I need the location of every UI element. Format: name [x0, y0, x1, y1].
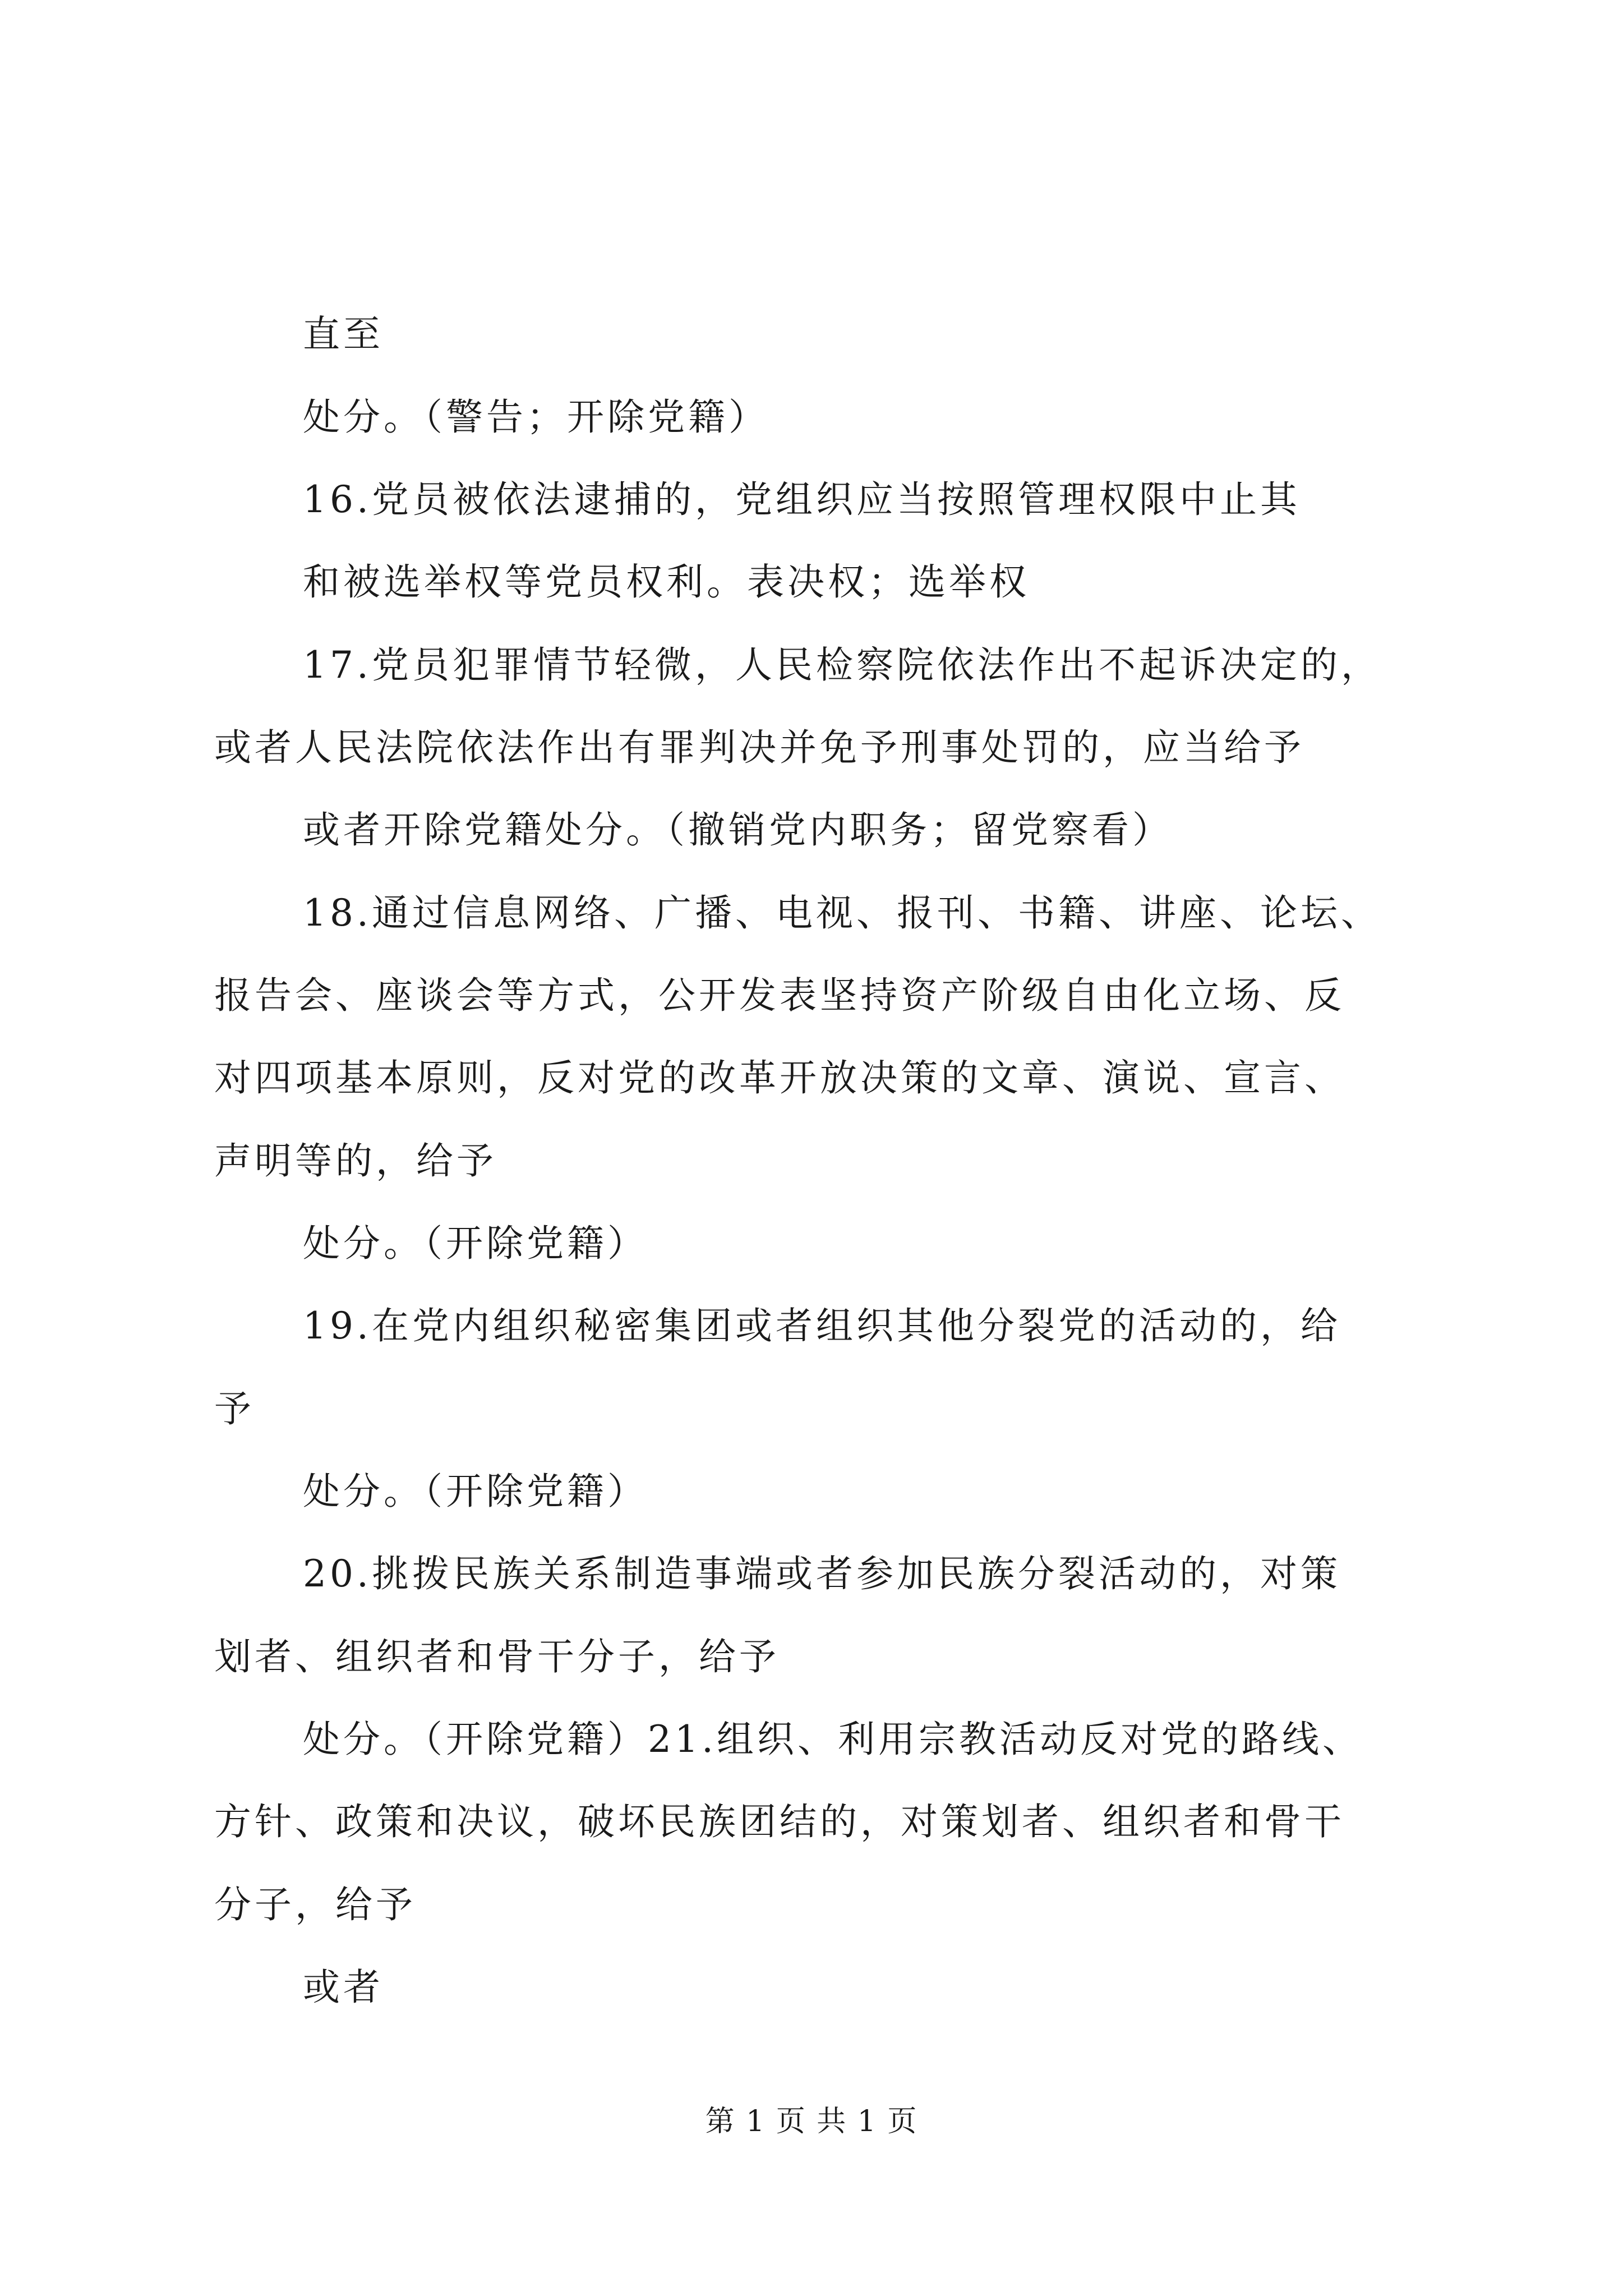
text-line-7: 或者开除党籍处分。（撤销党内职务；留党察看）: [303, 808, 1173, 852]
text-line-15: 处分。（开除党籍）: [303, 1470, 648, 1513]
text-line-20: 分子，给予: [214, 1883, 416, 1926]
text-line-19: 方针、政策和决议，破坏民族团结的，对策划者、组织者和骨干: [214, 1800, 1345, 1843]
text-line-14: 予: [214, 1387, 255, 1430]
text-line-11: 声明等的，给予: [214, 1139, 497, 1182]
text-line-2: 处分。（警告；开除党籍）: [303, 395, 769, 439]
text-line-13: 19.在党内组织秘密集团或者组织其他分裂党的活动的，给: [303, 1304, 1341, 1347]
text-line-18: 处分。（开除党籍）21.组织、利用宗教活动反对党的路线、: [303, 1718, 1363, 1761]
text-line-9: 报告会、座谈会等方式，公开发表坚持资产阶级自由化立场、反: [214, 974, 1345, 1017]
text-line-8: 18.通过信息网络、广播、电视、报刊、书籍、讲座、论坛、: [303, 891, 1381, 935]
text-line-10: 对四项基本原则，反对党的改革开放决策的文章、演说、宣言、: [214, 1056, 1345, 1099]
text-line-4: 和被选举权等党员权利。表决权；选举权: [303, 560, 1030, 604]
text-line-1: 直至: [303, 312, 384, 356]
text-line-17: 划者、组织者和骨干分子，给予: [214, 1635, 780, 1678]
text-line-12: 处分。（开除党籍）: [303, 1222, 648, 1265]
text-line-6: 或者人民法院依法作出有罪判决并免予刑事处罚的，应当给予: [214, 726, 1304, 769]
text-line-21: 或者: [303, 1966, 384, 2009]
text-line-5: 17.党员犯罪情节轻微，人民检察院依法作出不起诉决定的，: [303, 643, 1381, 687]
text-line-16: 20.挑拨民族关系制造事端或者参加民族分裂活动的，对策: [303, 1552, 1341, 1595]
page-footer: 第 1 页 共 1 页: [705, 2105, 918, 2138]
text-line-3: 16.党员被依法逮捕的，党组织应当按照管理权限中止其: [303, 478, 1301, 521]
